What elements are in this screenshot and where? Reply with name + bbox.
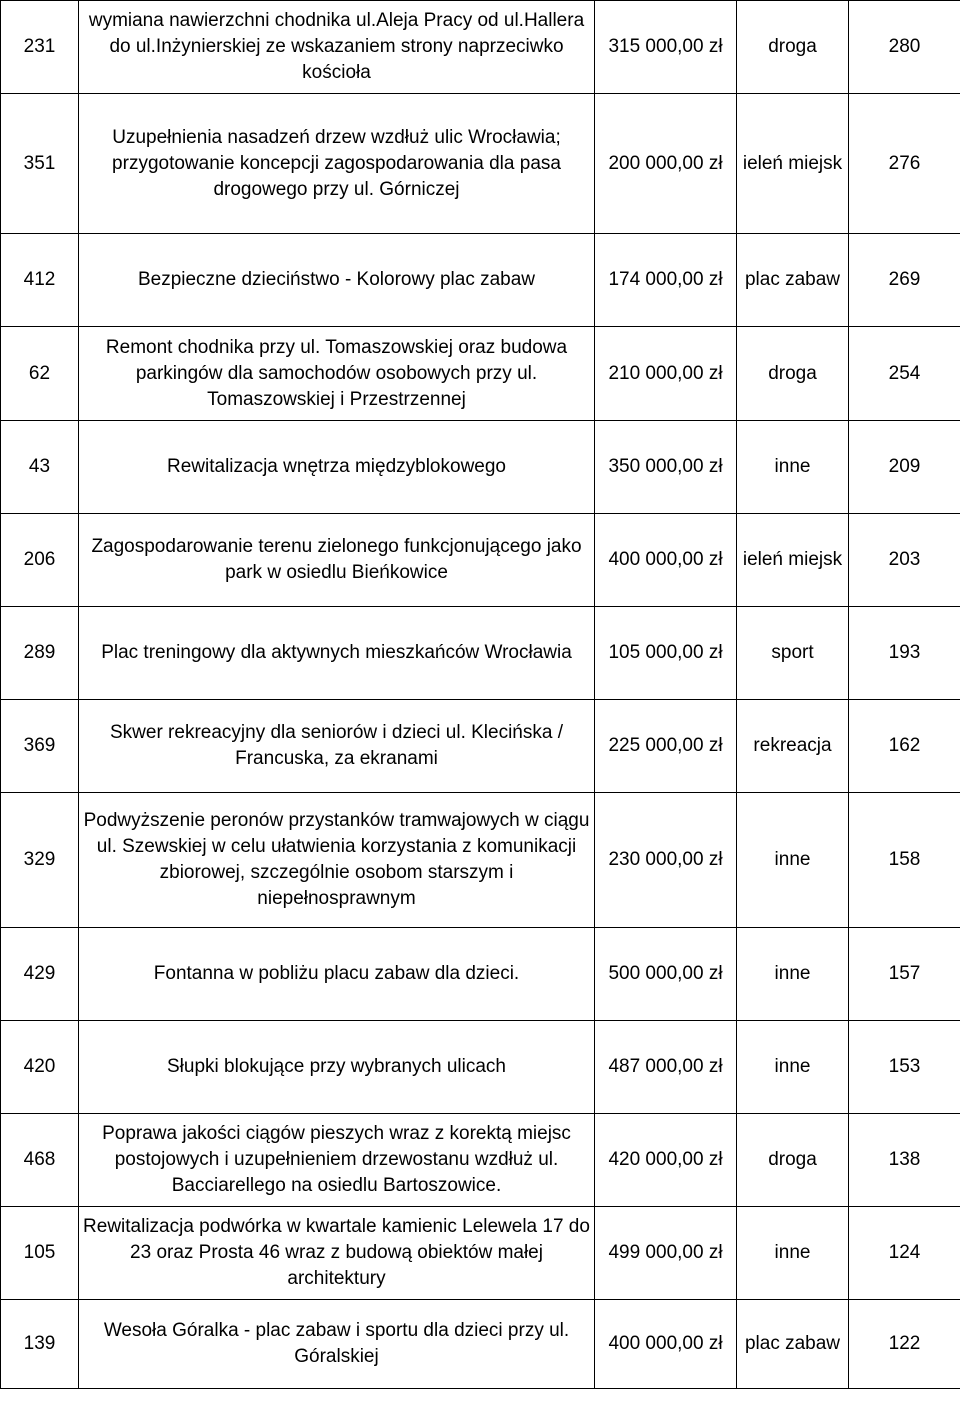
project-name: Plac treningowy dla aktywnych mieszkańców Wrocławia: [79, 607, 595, 700]
table-row: [1, 1207, 960, 1300]
project-name: Rewitalizacja wnętrza międzyblokowego: [79, 421, 595, 514]
project-votes: 162: [849, 700, 960, 793]
project-votes: 138: [849, 1114, 960, 1207]
project-name: wymiana nawierzchni chodnika ul.Aleja Pracy od ul.Hallera do ul.Inżynierskiej ze wskazaniem strony naprzeciwko kościoła: [79, 1, 595, 94]
project-votes: 203: [849, 514, 960, 607]
project-id: 429: [1, 928, 79, 1021]
table-row: [1, 607, 960, 700]
project-amount: 400 000,00 zł: [595, 514, 737, 607]
project-category: rekreacja: [737, 700, 849, 793]
project-votes: 153: [849, 1021, 960, 1114]
table-row: [1, 700, 960, 793]
project-amount: 350 000,00 zł: [595, 421, 737, 514]
project-name: Skwer rekreacyjny dla seniorów i dzieci ul. Klecińska / Francuska, za ekranami: [79, 700, 595, 793]
project-category: plac zabaw: [737, 1300, 849, 1389]
table-row: [1, 928, 960, 1021]
project-name: Bezpieczne dzieciństwo - Kolorowy plac zabaw: [79, 234, 595, 327]
project-amount: 105 000,00 zł: [595, 607, 737, 700]
project-amount: 500 000,00 zł: [595, 928, 737, 1021]
project-amount: 499 000,00 zł: [595, 1207, 737, 1300]
table-row: [1, 421, 960, 514]
project-category: plac zabaw: [737, 234, 849, 327]
project-votes: 124: [849, 1207, 960, 1300]
table-row: [1, 793, 960, 928]
project-votes: 280: [849, 1, 960, 94]
project-name: Rewitalizacja podwórka w kwartale kamienic Lelewela 17 do 23 oraz Prosta 46 wraz z budową obiektów małej architektury: [79, 1207, 595, 1300]
table-row: [1, 94, 960, 234]
project-category: sport: [737, 607, 849, 700]
project-name: Zagospodarowanie terenu zielonego funkcjonującego jako park w osiedlu Bieńkowice: [79, 514, 595, 607]
project-id: 329: [1, 793, 79, 928]
table-row: [1, 234, 960, 327]
project-amount: 400 000,00 zł: [595, 1300, 737, 1389]
project-id: 231: [1, 1, 79, 94]
project-id: 43: [1, 421, 79, 514]
project-name: Podwyższenie peronów przystanków tramwajowych w ciągu ul. Szewskiej w celu ułatwienia korzystania z komunikacji zbiorowej, szczególnie osobom starszym i niepełnosprawnym: [79, 793, 595, 928]
project-votes: 193: [849, 607, 960, 700]
project-category: inne: [737, 793, 849, 928]
project-category: ieleń miejsk: [737, 94, 849, 234]
project-id: 139: [1, 1300, 79, 1389]
project-id: 369: [1, 700, 79, 793]
table-row: [1, 1, 960, 94]
project-id: 420: [1, 1021, 79, 1114]
project-votes: 276: [849, 94, 960, 234]
project-category: inne: [737, 1207, 849, 1300]
project-id: 468: [1, 1114, 79, 1207]
project-category: ieleń miejsk: [737, 514, 849, 607]
project-amount: 174 000,00 zł: [595, 234, 737, 327]
project-category: droga: [737, 1114, 849, 1207]
project-amount: 420 000,00 zł: [595, 1114, 737, 1207]
project-name: Fontanna w pobliżu placu zabaw dla dzieci.: [79, 928, 595, 1021]
project-category: droga: [737, 1, 849, 94]
project-category: inne: [737, 928, 849, 1021]
table-row: [1, 1114, 960, 1207]
project-votes: 254: [849, 327, 960, 421]
project-name: Uzupełnienia nasadzeń drzew wzdłuż ulic Wrocławia; przygotowanie koncepcji zagospodarowania dla pasa drogowego przy ul. Górniczej: [79, 94, 595, 234]
project-category: inne: [737, 421, 849, 514]
project-id: 412: [1, 234, 79, 327]
project-amount: 315 000,00 zł: [595, 1, 737, 94]
project-id: 206: [1, 514, 79, 607]
table-row: [1, 327, 960, 421]
project-amount: 230 000,00 zł: [595, 793, 737, 928]
project-votes: 157: [849, 928, 960, 1021]
table-row: [1, 514, 960, 607]
project-name: Remont chodnika przy ul. Tomaszowskiej oraz budowa parkingów dla samochodów osobowych przy ul. Tomaszowskiej i Przestrzennej: [79, 327, 595, 421]
project-amount: 487 000,00 zł: [595, 1021, 737, 1114]
project-amount: 200 000,00 zł: [595, 94, 737, 234]
table-row: [1, 1021, 960, 1114]
project-votes: 122: [849, 1300, 960, 1389]
project-name: Wesoła Góralka - plac zabaw i sportu dla dzieci przy ul. Góralskiej: [79, 1300, 595, 1389]
project-votes: 269: [849, 234, 960, 327]
project-category: droga: [737, 327, 849, 421]
project-id: 62: [1, 327, 79, 421]
project-votes: 158: [849, 793, 960, 928]
project-category: inne: [737, 1021, 849, 1114]
project-name: Słupki blokujące przy wybranych ulicach: [79, 1021, 595, 1114]
project-id: 351: [1, 94, 79, 234]
project-name: Poprawa jakości ciągów pieszych wraz z korektą miejsc postojowych i uzupełnieniem drzewostanu wzdłuż ul. Bacciarellego na osiedlu Bartoszowice.: [79, 1114, 595, 1207]
project-id: 289: [1, 607, 79, 700]
table-row: [1, 1300, 960, 1389]
project-votes: 209: [849, 421, 960, 514]
project-id: 105: [1, 1207, 79, 1300]
project-amount: 210 000,00 zł: [595, 327, 737, 421]
project-amount: 225 000,00 zł: [595, 700, 737, 793]
